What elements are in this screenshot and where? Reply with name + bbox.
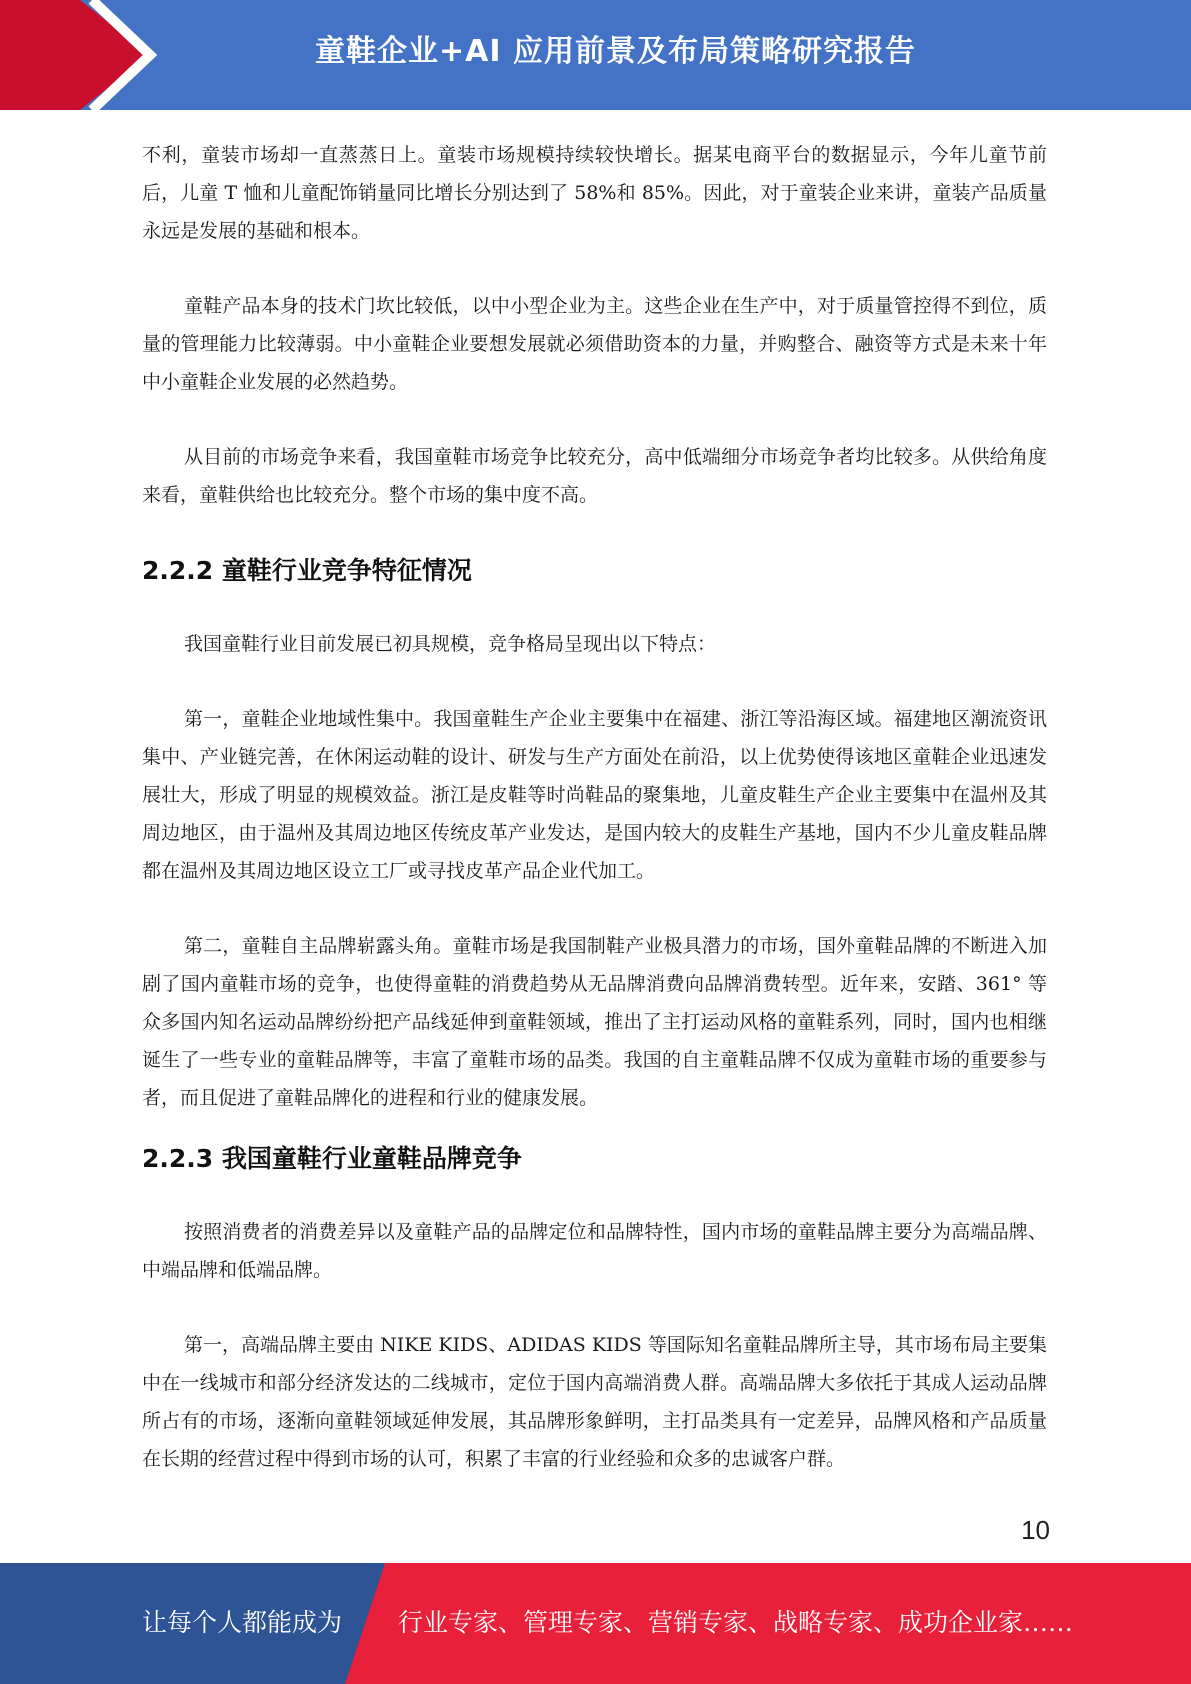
paragraph: 我国童鞋行业目前发展已初具规模，竞争格局呈现出以下特点：	[184, 633, 717, 655]
paragraph: 从目前的市场竞争来看，我国童鞋市场竞争比较充分，高中低端细分市场竞争者均比较多。从供给角度来看，童鞋供给也比较充分。整个市场的集中度不高。	[142, 446, 1047, 506]
section-heading: 2.2.3 我国童鞋行业童鞋品牌竞争	[142, 1144, 522, 1173]
paragraph: 第一，高端品牌主要由 NIKE KIDS、ADIDAS KIDS 等国际知名童鞋品牌所主导，其市场布局主要集中在一线城市和部分经济发达的二线城市，定位于国内高端消费人群。高端品牌大多依托于其成人运动品牌所占有的市场，逐渐向童鞋领域延伸发展，其品牌形象鲜明，主打品类具有一定差异，品牌风格和产品质量在长期的经营过程中得到市场的认可，积累了丰富的行业经验和众多的忠诚客户群。	[142, 1334, 1047, 1470]
page-header	[0, 0, 1191, 110]
paragraph: 按照消费者的消费差异以及童鞋产品的品牌定位和品牌特性，国内市场的童鞋品牌主要分为高端品牌、中端品牌和低端品牌。	[142, 1221, 1047, 1281]
report-title: 童鞋企业+AI 应用前景及布局策略研究报告	[315, 34, 916, 69]
footer-slogan-left: 让每个人都能成为	[142, 1608, 343, 1637]
page-number: 10	[1021, 1515, 1050, 1545]
footer-slogan-right: 行业专家、管理专家、营销专家、战略专家、成功企业家……	[398, 1608, 1074, 1637]
paragraph: 第一，童鞋企业地域性集中。我国童鞋生产企业主要集中在福建、浙江等沿海区域。福建地区潮流资讯集中、产业链完善，在休闲运动鞋的设计、研发与生产方面处在前沿，以上优势使得该地区童鞋企业迅速发展壮大，形成了明显的规模效益。浙江是皮鞋等时尚鞋品的聚集地，儿童皮鞋生产企业主要集中在温州及其周边地区，由于温州及其周边地区传统皮革产业发达，是国内较大的皮鞋生产基地，国内不少儿童皮鞋品牌都在温州及其周边地区设立工厂或寻找皮革产品企业代加工。	[142, 708, 1047, 882]
paragraph: 不利，童装市场却一直蒸蒸日上。童装市场规模持续较快增长。据某电商平台的数据显示，今年儿童节前后，儿童 T 恤和儿童配饰销量同比增长分别达到了 58%和 85%。因此，对于童装企业来讲，童装产品质量永远是发展的基础和根本。	[142, 144, 1047, 242]
page-content	[142, 136, 1047, 1515]
paragraph: 童鞋产品本身的技术门坎比较低，以中小型企业为主。这些企业在生产中，对于质量管控得不到位，质量的管理能力比较薄弱。中小童鞋企业要想发展就必须借助资本的力量，并购整合、融资等方式是未来十年中小童鞋企业发展的必然趋势。	[142, 295, 1047, 393]
paragraph: 第二，童鞋自主品牌崭露头角。童鞋市场是我国制鞋产业极具潜力的市场，国外童鞋品牌的不断进入加剧了国内童鞋市场的竞争，也使得童鞋的消费趋势从无品牌消费向品牌消费转型。近年来，安踏、361° 等众多国内知名运动品牌纷纷把产品线延伸到童鞋领域，推出了主打运动风格的童鞋系列，同时，国内也相继诞生了一些专业的童鞋品牌等，丰富了童鞋市场的品类。我国的自主童鞋品牌不仅成为童鞋市场的重要参与者，而且促进了童鞋品牌化的进程和行业的健康发展。	[142, 935, 1047, 1109]
section-heading: 2.2.2 童鞋行业竞争特征情况	[142, 556, 472, 585]
page-footer	[0, 1563, 1191, 1684]
